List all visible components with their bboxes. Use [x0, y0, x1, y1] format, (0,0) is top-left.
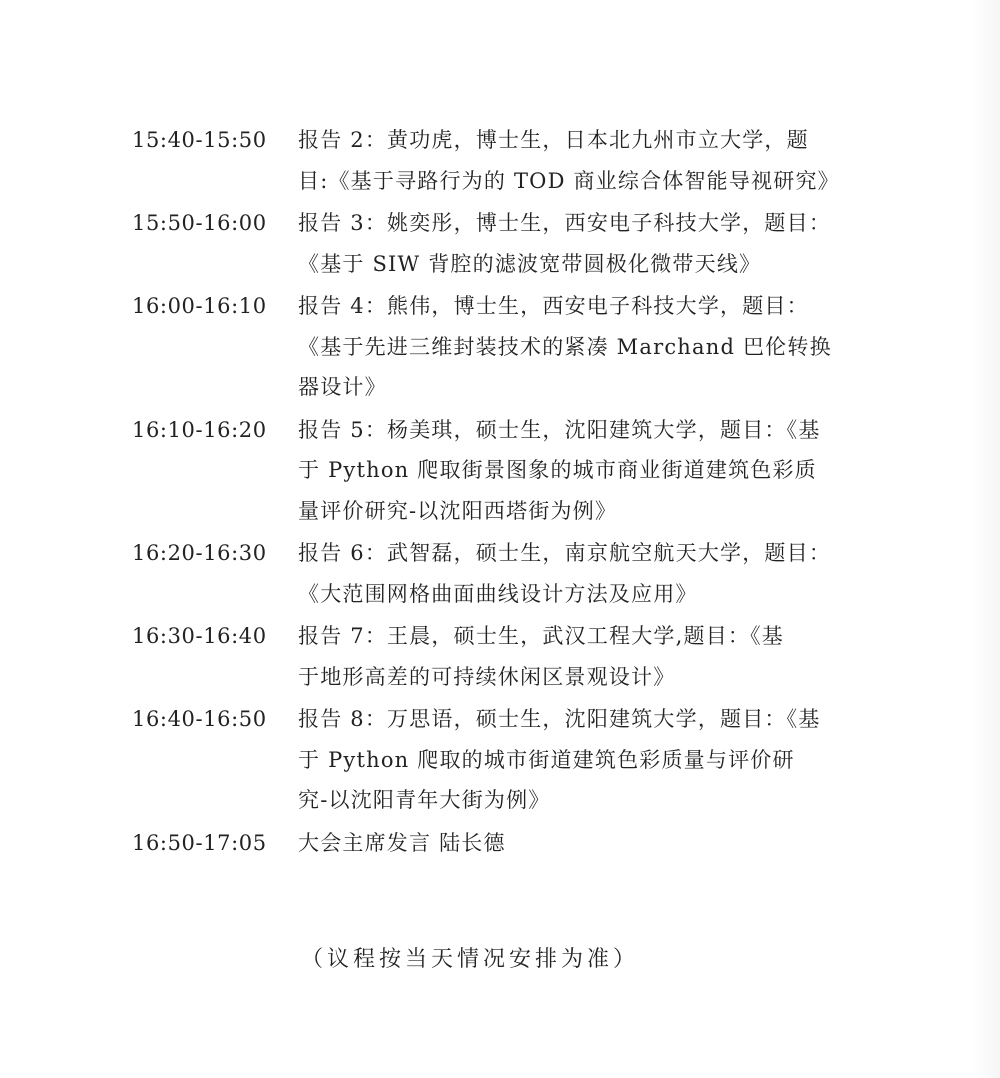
- agenda-line: 报告 3：姚奕彤，博士生，西安电子科技大学，题目：: [298, 211, 832, 235]
- agenda-description: [298, 616, 872, 697]
- agenda-line: 器设计》: [298, 375, 387, 399]
- agenda-line: 报告 4：熊伟，博士生，西安电子科技大学，题目：: [298, 294, 809, 318]
- agenda-time: 16:20-16:30: [132, 541, 267, 565]
- agenda-time: 15:50-16:00: [132, 211, 267, 235]
- agenda-line: 报告 2：黄功虎，博士生，日本北九州市立大学，题: [298, 128, 809, 152]
- agenda-entry: [132, 699, 872, 821]
- agenda-line: 《大范围网格曲面曲线设计方法及应用》: [298, 581, 698, 606]
- agenda-schedule: [132, 120, 872, 865]
- agenda-description: [298, 286, 872, 408]
- agenda-line: 报告 6：武智磊，硕士生，南京航空航天大学，题目：: [298, 541, 832, 565]
- agenda-entry: [132, 410, 872, 532]
- agenda-line: 目:《基于寻路行为的 TOD 商业综合体智能导视研究》: [298, 168, 840, 193]
- agenda-time: 16:40-16:50: [132, 707, 267, 731]
- agenda-description: [298, 410, 872, 532]
- agenda-time: 16:10-16:20: [132, 417, 267, 442]
- agenda-line: 于 Python 爬取的城市街道建筑色彩质量与评价研: [298, 747, 795, 772]
- agenda-line: 《基于先进三维封装技术的紧凑 Marchand 巴伦转换: [298, 334, 832, 359]
- agenda-description: [298, 699, 872, 821]
- agenda-line: 量评价研究-以沈阳西塔街为例》: [298, 498, 618, 523]
- agenda-line: 究-以沈阳青年大街为例》: [298, 788, 551, 812]
- agenda-description: [298, 203, 872, 284]
- agenda-entry: [132, 533, 872, 614]
- agenda-note: （议程按当天情况安排为准）: [300, 947, 639, 972]
- agenda-line: 于地形高差的可持续休闲区景观设计》: [298, 664, 676, 689]
- agenda-line: 大会主席发言 陆长德: [298, 830, 506, 855]
- agenda-time: 16:50-17:05: [132, 830, 267, 855]
- page-edge-shadow: [972, 0, 1000, 1078]
- agenda-entry: [132, 286, 872, 408]
- agenda-entry: [132, 823, 872, 864]
- agenda-line: 报告 7：王晨，硕士生，武汉工程大学,题目：《基: [298, 624, 785, 648]
- agenda-line: 报告 5：杨美琪，硕士生，沈阳建筑大学，题目：《基: [298, 417, 821, 442]
- agenda-entry: [132, 203, 872, 284]
- agenda-time: 16:00-16:10: [132, 294, 267, 318]
- agenda-line: 《基于 SIW 背腔的滤波宽带圆极化微带天线》: [298, 251, 762, 276]
- agenda-description: [298, 120, 872, 201]
- agenda-time: 15:40-15:50: [132, 128, 267, 152]
- agenda-entry: [132, 120, 872, 201]
- agenda-description: [298, 533, 872, 614]
- agenda-line: 报告 8：万思语，硕士生，沈阳建筑大学，题目：《基: [298, 707, 821, 731]
- agenda-time: 16:30-16:40: [132, 624, 267, 648]
- agenda-description: [298, 823, 872, 864]
- agenda-entry: [132, 616, 872, 697]
- agenda-line: 于 Python 爬取街景图象的城市商业街道建筑色彩质: [298, 458, 817, 482]
